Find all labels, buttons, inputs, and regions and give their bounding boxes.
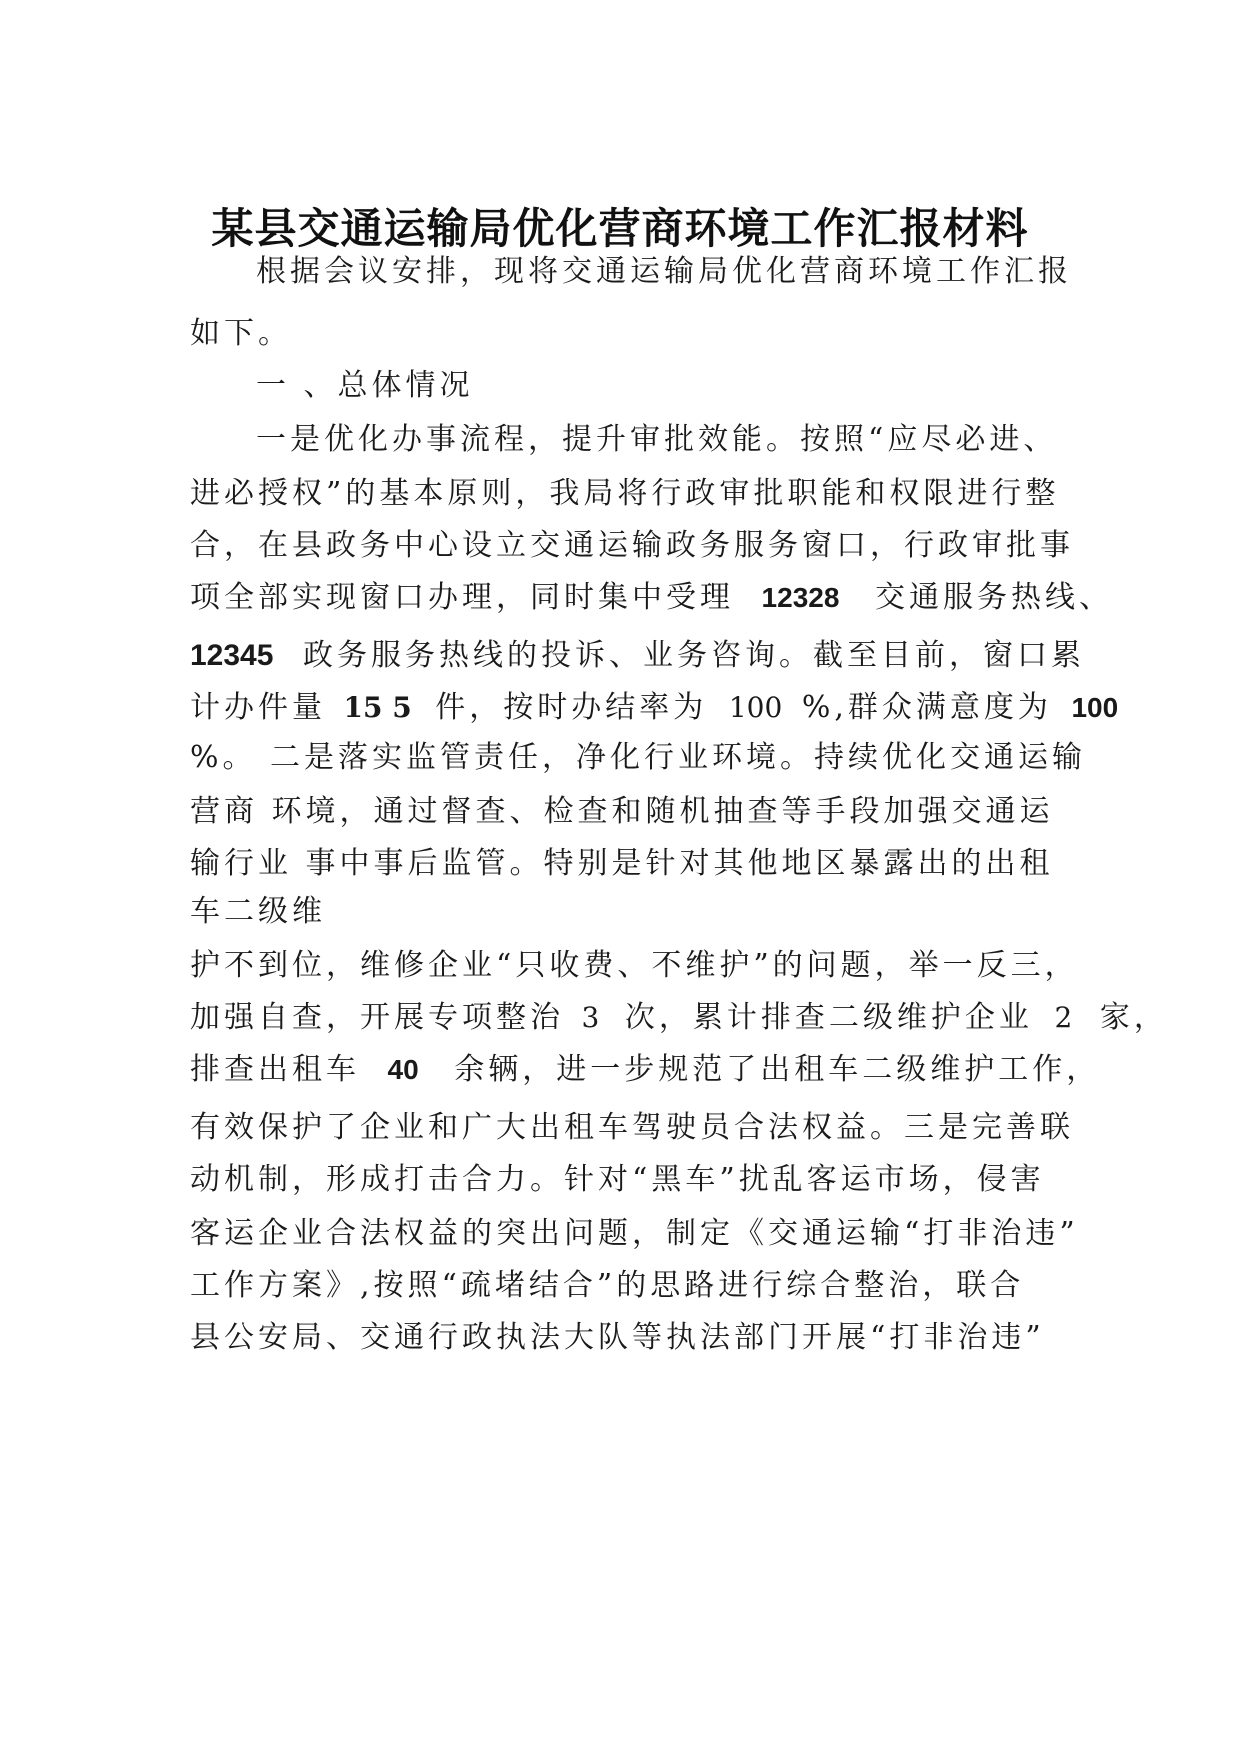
line-text: 加强自查，开展专项整治 [190, 1000, 564, 1035]
hotline-number: 12328 [761, 582, 840, 613]
paragraph-line: 进必授权”的基本原则，我局将行政审批职能和权限进行整 [190, 476, 1060, 511]
paragraph-line: 有效保护了企业和广大出租车驾驶员合法权益。三是完善联 [190, 1110, 1074, 1145]
satisfaction-rate: 100 [1071, 692, 1119, 723]
line-text: 次，累计排查二级维护企业 [624, 1000, 1033, 1035]
paragraph-line: 一是优化办事流程，提升审批效能。按照“应尽必进、 [256, 422, 1058, 457]
line-text: 家， [1099, 1000, 1168, 1035]
paragraph-line: 营商 环境，通过督查、检查和随机抽查等手段加强交通运 [190, 794, 1054, 829]
paragraph-line: 动机制，形成打击合力。针对“黑车”扰乱客运市场，侵害 [190, 1162, 1045, 1197]
document-title: 某县交通运输局优化营商环境工作汇报材料 [211, 204, 1029, 253]
line-text: 件，按时办结率为 [435, 690, 708, 725]
paragraph-line [190, 576, 1113, 620]
line-text: %,群众满意度为 [801, 690, 1052, 725]
paragraph-line [190, 686, 1118, 730]
paragraph-line: 护不到位，维修企业“只收费、不维护”的问题，举一反三， [190, 948, 1079, 983]
paragraph-line [190, 1048, 1100, 1092]
line-text: 余辆，进一步规范了出租车二级维护工作， [454, 1052, 1101, 1087]
paragraph-line [190, 634, 1085, 678]
case-count: 15 5 [343, 691, 412, 724]
line-text: 计办件量 [190, 690, 326, 725]
paragraph-line: 如下。 [190, 316, 292, 351]
paragraph-line: 县公安局、交通行政执法大队等执法部门开展“打非治违” [190, 1320, 1045, 1355]
campaign-count: 3 [581, 1001, 600, 1034]
enterprise-count: 2 [1054, 1001, 1073, 1034]
paragraph-line [190, 996, 1168, 1040]
ontime-rate: 100 [728, 691, 783, 724]
line-text: 排查出租车 [190, 1052, 360, 1087]
taxi-count: 40 [387, 1054, 419, 1085]
hotline-number: 12345 [190, 639, 274, 672]
line-text: 项全部实现窗口办理，同时集中受理 [190, 580, 734, 615]
paragraph-line: 输行业 事中事后监管。特别是针对其他地区暴露出的出租 [190, 846, 1054, 881]
paragraph-line: %。 二是落实监管责任，净化行业环境。持续优化交通运输 [190, 740, 1087, 775]
paragraph-line: 合，在县政务中心设立交通运输政务服务窗口，行政审批事 [190, 528, 1074, 563]
paragraph-line: 车二级维 [190, 894, 326, 929]
line-text: 政务服务热线的投诉、业务咨询。截至目前，窗口累 [302, 638, 1085, 673]
paragraph-line: 工作方案》,按照“疏堵结合”的思路进行综合整治，联合 [190, 1268, 1025, 1303]
paragraph-line: 根据会议安排，现将交通运输局优化营商环境工作汇报 [256, 254, 1072, 289]
line-text: 交通服务热线、 [874, 580, 1113, 615]
section-heading: 一 、总体情况 [256, 368, 474, 403]
paragraph-line: 客运企业合法权益的突出问题，制定《交通运输“打非治违” [190, 1216, 1079, 1251]
